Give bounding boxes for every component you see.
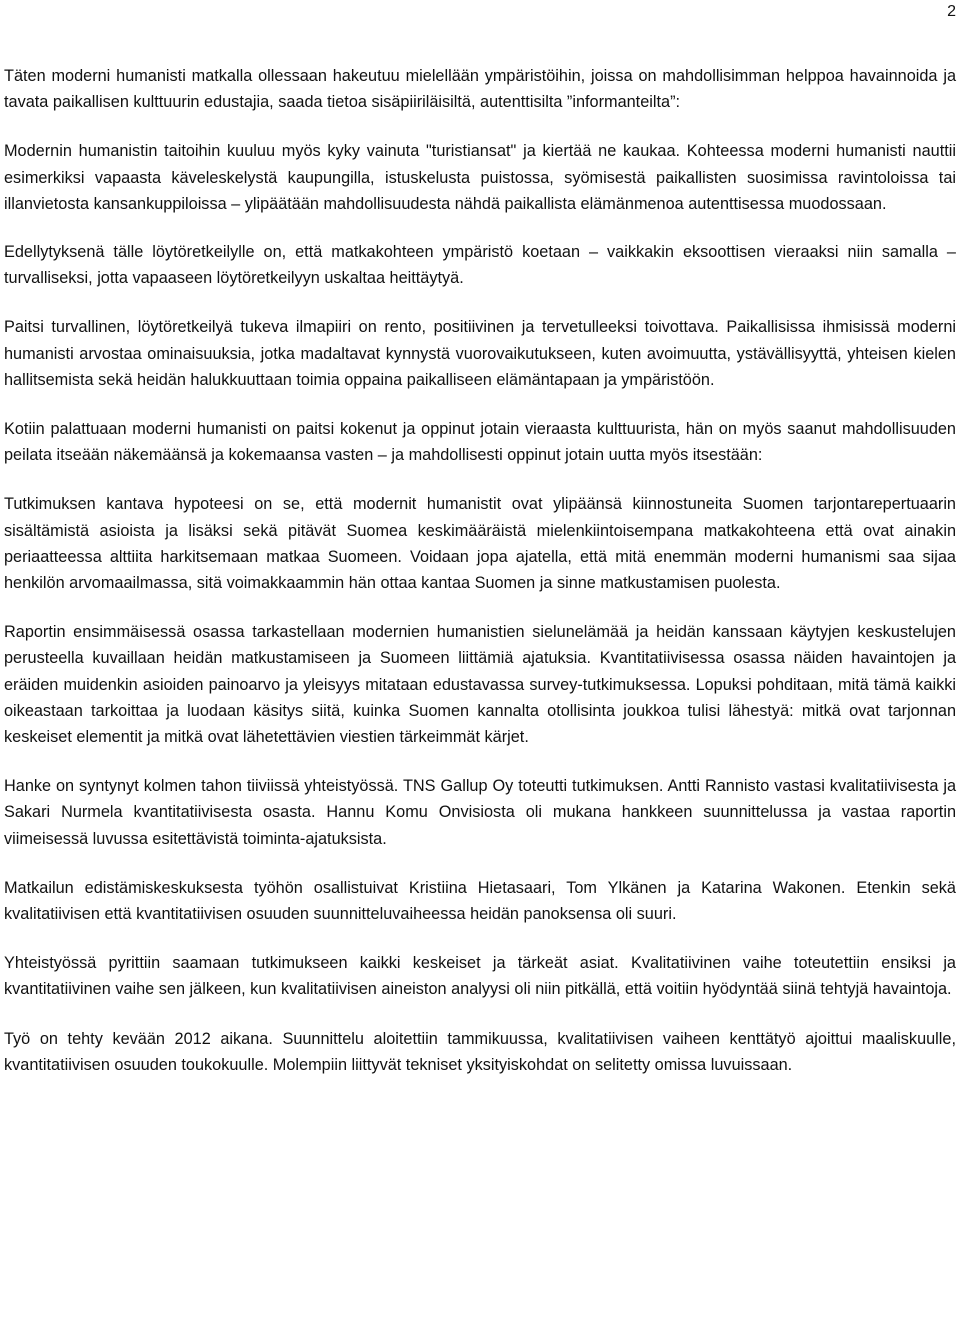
paragraph: Työ on tehty kevään 2012 aikana. Suunnittelu aloitettiin tammikuussa, kvalitatiivisen vaiheen kenttätyö ajoittui maaliskuulle, kvantitatiivisen osuuden toukokuulle. Molempiin liittyvät tekniset yksityiskohdat on selitetty omissa luvuissaan. <box>4 1029 956 1074</box>
paragraph: Täten moderni humanisti matkalla ollessaan hakeutuu mielellään ympäristöihin, joissa on mahdollisimman helppoa havainnoida ja tavata paikallisen kulttuurin edustajia, saada tietoa sisäpiiriläisiltä, autenttisilta ”informanteilta”: <box>4 67 956 112</box>
paragraph: Tutkimuksen kantava hypoteesi on se, että modernit humanistit ovat ylipäänsä kiinnostuneita Suomen tarjontarepertuaarin sisältämistä asioista ja lisäksi sekä pitävät Suomea keskimääräistä mielenkiintoisempana matkakohteena että ovat ainakin periaatteessa alttiita harkitsemaan matkaa Suomeen. Voidaan jopa ajatella, että mitä enemmän moderni humanismi saa sijaa henkilön arvomaailmassa, sitä voimakkaammin hän ottaa kantaa Suomen ja sinne matkustamisen puolesta. <box>4 495 956 593</box>
paragraph: Matkailun edistämiskeskuksesta työhön osallistuivat Kristiina Hietasaari, Tom Ylkänen ja Katarina Wakonen. Etenkin sekä kvalitatiivisen että kvantitatiivisen osuuden suunnitteluvaiheessa heidän panoksensa oli suuri. <box>4 878 956 924</box>
paragraph: Yhteistyössä pyrittiin saamaan tutkimukseen kaikki keskeiset ja tärkeät asiat. Kvalitatiivinen vaihe toteutettiin ensiksi ja kvantitatiivinen vaihe sen jälkeen, kun kvalitatiivisen aineiston analyysi oli niin pitkällä, että voitiin hyödyntää siinä tehtyjä havaintoja. <box>4 954 956 999</box>
paragraph: Raportin ensimmäisessä osassa tarkastellaan modernien humanistien sielunelämää ja heidän kanssaan käytyjen keskustelujen perusteella kuvaillaan heidän matkustamiseen ja Suomeen liittämiä ajatuksia. Kvantitatiivisessa osassa näiden havaintojen ja eräiden muidenkin asioiden painoarvo ja yleisyys mitataan edustavassa survey-tutkimuksessa. Lopuksi pohditaan, mitä tämä kaikki oikeastaan tarkoittaa ja luodaan käsitys siitä, kuinka Suomen kannalta otollisinta joukkoa tulisi lähestyä: mitkä ovat tarjonnan keskeiset elementit ja mitkä ovat lähetettävien viestien tärkeimmät kärjet. <box>4 623 956 747</box>
document-body <box>4 63 956 1101</box>
paragraph: Modernin humanistin taitoihin kuuluu myös kyky vainuta "turistiansat" ja kiertää ne kaukaa. Kohteessa moderni humanisti nauttii esimerkiksi vapaasta käveleskelystä kaupungilla, istuskelusta puistossa, syömisestä paikallisten suosimissa ravintoloissa tai illanvietosta kansankuppiloissa – ylipäätään mahdollisuudesta nähdä paikallista elämänmenoa autenttisessa muodossaan. <box>4 142 956 213</box>
paragraph: Kotiin palattuaan moderni humanisti on paitsi kokenut ja oppinut jotain vieraasta kulttuurista, hän on myös saanut mahdollisuuden peilata itseään näkemäänsä ja kokemaansa vasten – ja mahdollisesti oppinut jotain uutta myös itsestään: <box>4 420 956 465</box>
paragraph: Edellytyksenä tälle löytöretkeilylle on, että matkakohteen ympäristö koetaan – vaikkakin eksoottisen vieraaksi niin samalla – turvalliseksi, jotta vapaaseen löytöretkeilyyn uskaltaa heittäytyä. <box>4 243 956 288</box>
paragraph: Paitsi turvallinen, löytöretkeilyä tukeva ilmapiiri on rento, positiivinen ja tervetulleeksi toivottava. Paikallisissa ihmisissä moderni humanisti arvostaa ominaisuuksia, jotka madaltavat kynnystä vuorovaikutukseen, kuten avoimuutta, ystävällisyyttä, yhteisen kielen hallitsemista sekä heidän halukkuuttaan toimia oppaina paikalliseen elämäntapaan ja ympäristöön. <box>4 318 956 389</box>
paragraph: Hanke on syntynyt kolmen tahon tiiviissä yhteistyössä. TNS Gallup Oy toteutti tutkimuksen. Antti Rannisto vastasi kvalitatiivisesta ja Sakari Nurmela kvantitatiivisesta osasta. Hannu Komu Onvisiosta oli mukana hankkeen suunnittelussa ja vastaa raportin viimeisessä luvussa esitettävistä toiminta-ajatuksista. <box>4 777 956 848</box>
page-number: 2 <box>947 3 956 20</box>
